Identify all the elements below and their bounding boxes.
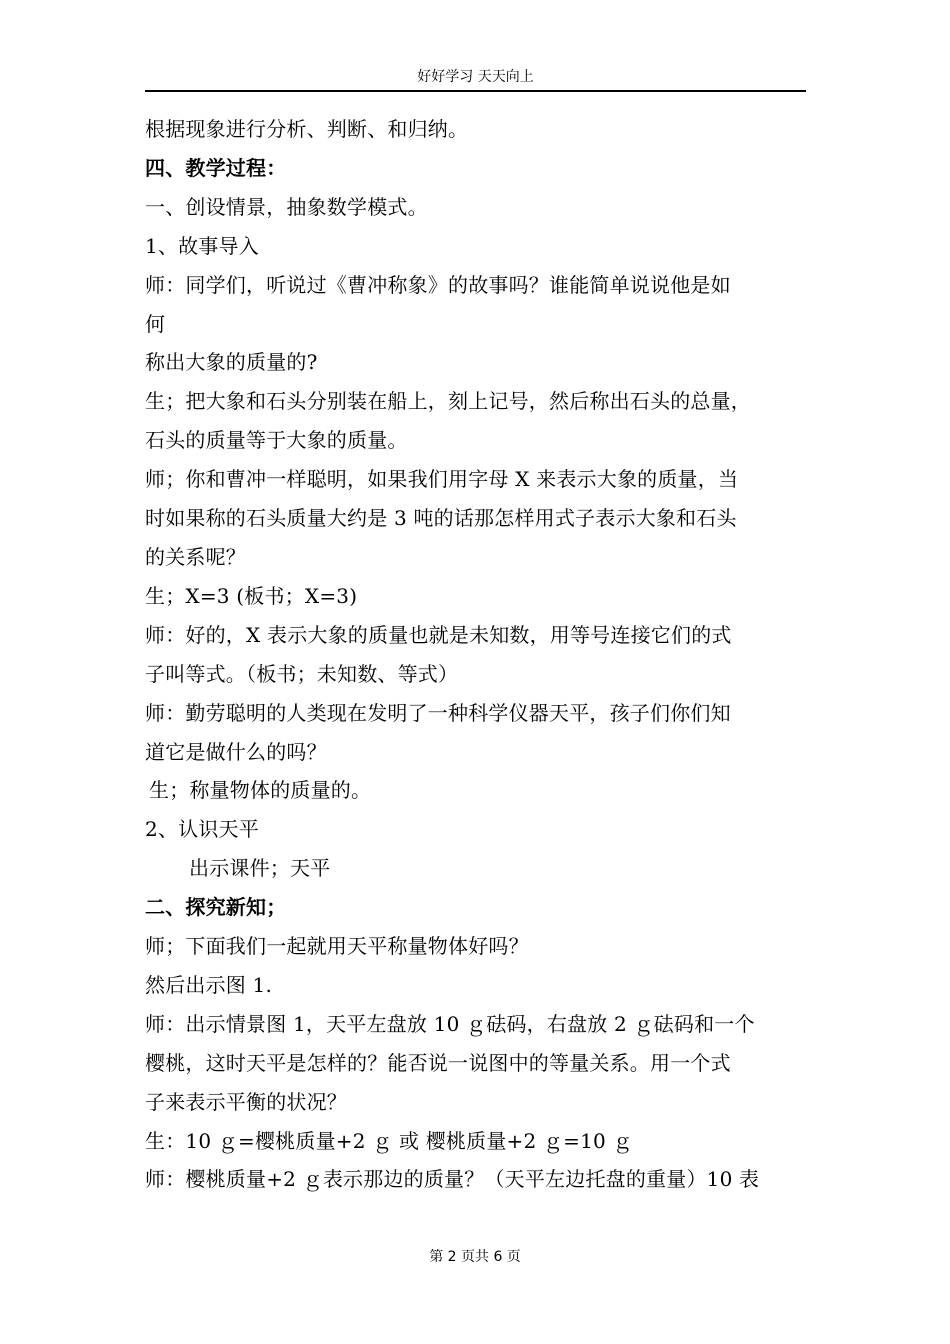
body-line: 生：10 ｇ=樱桃质量+2 ｇ 或 樱桃质量+2 ｇ=10 ｇ	[145, 1128, 633, 1153]
body-line: 道它是做什么的吗？	[145, 739, 327, 764]
body-line: 师：樱桃质量+2 ｇ表示那边的质量？（天平左边托盘的重量）10 表	[145, 1167, 760, 1192]
body-line: 师；下面我们一起就用天平称量物体好吗？	[145, 934, 529, 959]
body-line: 一、创设情景，抽象数学模式。	[145, 194, 428, 219]
body-line: 时如果称的石头质量大约是 3 吨的话那怎样用式子表示大象和石头	[145, 506, 737, 531]
body-line: 师：勤劳聪明的人类现在发明了一种科学仪器天平，孩子们你们知	[145, 700, 731, 725]
body-line: 称出大象的质量的?	[145, 350, 318, 375]
body-line: 出示课件；天平	[189, 856, 331, 881]
body-line: 何	[145, 311, 166, 336]
section-heading: 二、探究新知；	[145, 895, 287, 920]
body-line: 石头的质量等于大象的质量。	[145, 428, 408, 453]
page-number: 第 2 页共 6 页	[429, 1249, 521, 1265]
body-line: 生；X=3 (板书；X=3)	[145, 583, 358, 608]
page-header	[145, 66, 806, 92]
body-line: 的关系呢？	[145, 544, 246, 569]
body-line: 根据现象进行分析、判断、和归纳。	[145, 117, 469, 141]
body-line: 师；你和曹冲一样聪明，如果我们用字母 X 来表示大象的质量，当	[145, 467, 739, 492]
page-footer	[0, 1248, 950, 1266]
body-line: 1、故事导入	[145, 233, 259, 258]
body-line: 生；称量物体的质量的。	[149, 778, 372, 803]
body-line: 生；把大象和石头分别装在船上，刻上记号，然后称出石头的总量，	[145, 389, 751, 414]
body-line: 师：好的，X 表示大象的质量也就是未知数，用等号连接它们的式	[145, 622, 732, 647]
body-line: 2、认识天平	[145, 817, 259, 842]
section-heading: 四、教学过程：	[145, 155, 287, 180]
body-line: 师：出示情景图 1，天平左盘放 10 ｇ砝码，右盘放 2 ｇ砝码和一个	[145, 1011, 755, 1036]
body-line: 然后出示图 1.	[145, 972, 273, 997]
body-line: 师：同学们，听说过《曹冲称象》的故事吗？谁能简单说说他是如	[145, 272, 731, 297]
body-line: 子叫等式。（板书；未知数、等式）	[145, 661, 459, 686]
document-body	[145, 110, 806, 1199]
body-line: 樱桃，这时天平是怎样的？能否说一说图中的等量关系。用一个式	[145, 1050, 731, 1075]
body-line: 子来表示平衡的状况？	[145, 1089, 347, 1114]
header-text: 好好学习 天天向上	[417, 69, 534, 85]
